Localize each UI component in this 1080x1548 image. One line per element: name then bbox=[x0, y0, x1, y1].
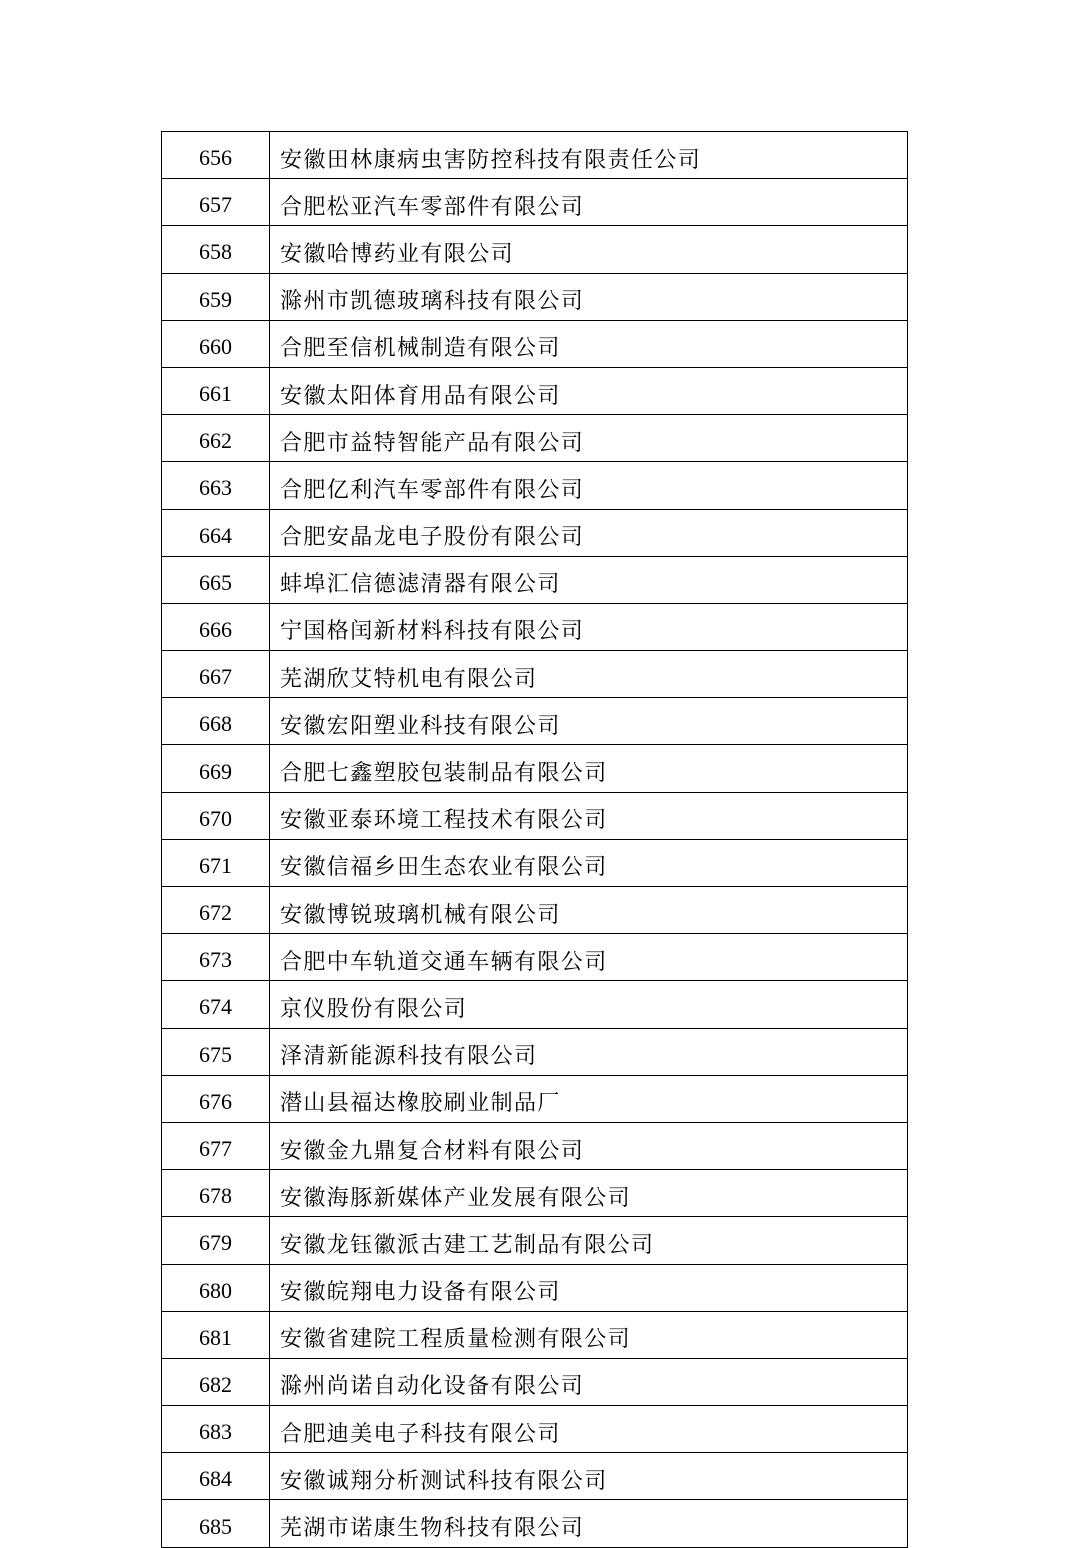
company-name-cell: 安徽皖翔电力设备有限公司 bbox=[270, 1264, 908, 1311]
table-row bbox=[162, 839, 908, 886]
company-name-cell: 合肥迪美电子科技有限公司 bbox=[270, 1406, 908, 1453]
company-name-cell: 安徽诚翔分析测试科技有限公司 bbox=[270, 1453, 908, 1500]
company-name-cell: 安徽信福乡田生态农业有限公司 bbox=[270, 839, 908, 886]
company-name-cell: 合肥中车轨道交通车辆有限公司 bbox=[270, 934, 908, 981]
table-row bbox=[162, 462, 908, 509]
table-row bbox=[162, 226, 908, 273]
company-name-cell: 安徽金九鼎复合材料有限公司 bbox=[270, 1122, 908, 1169]
table-row bbox=[162, 556, 908, 603]
company-name-cell: 安徽博锐玻璃机械有限公司 bbox=[270, 887, 908, 934]
table-row bbox=[162, 415, 908, 462]
table-row bbox=[162, 887, 908, 934]
table-row bbox=[162, 1264, 908, 1311]
company-name-cell: 合肥亿利汽车零部件有限公司 bbox=[270, 462, 908, 509]
row-number-cell: 681 bbox=[162, 1311, 270, 1358]
company-name-cell: 京仪股份有限公司 bbox=[270, 981, 908, 1028]
company-name-cell: 合肥至信机械制造有限公司 bbox=[270, 320, 908, 367]
company-name-cell: 芜湖欣艾特机电有限公司 bbox=[270, 651, 908, 698]
row-number-cell: 674 bbox=[162, 981, 270, 1028]
row-number-cell: 667 bbox=[162, 651, 270, 698]
row-number-cell: 676 bbox=[162, 1075, 270, 1122]
table-row bbox=[162, 1406, 908, 1453]
company-name-cell: 合肥市益特智能产品有限公司 bbox=[270, 415, 908, 462]
company-name-cell: 安徽哈博药业有限公司 bbox=[270, 226, 908, 273]
table-row bbox=[162, 603, 908, 650]
company-name-cell: 蚌埠汇信德滤清器有限公司 bbox=[270, 556, 908, 603]
row-number-cell: 671 bbox=[162, 839, 270, 886]
table-row bbox=[162, 981, 908, 1028]
row-number-cell: 663 bbox=[162, 462, 270, 509]
table-row bbox=[162, 1217, 908, 1264]
row-number-cell: 658 bbox=[162, 226, 270, 273]
table-row bbox=[162, 132, 908, 179]
table-row bbox=[162, 273, 908, 320]
table-row bbox=[162, 792, 908, 839]
row-number-cell: 660 bbox=[162, 320, 270, 367]
company-name-cell: 滁州市凯德玻璃科技有限公司 bbox=[270, 273, 908, 320]
row-number-cell: 685 bbox=[162, 1500, 270, 1547]
company-name-cell: 宁国格闰新材料科技有限公司 bbox=[270, 603, 908, 650]
company-name-cell: 合肥松亚汽车零部件有限公司 bbox=[270, 179, 908, 226]
row-number-cell: 662 bbox=[162, 415, 270, 462]
company-name-cell: 安徽宏阳塑业科技有限公司 bbox=[270, 698, 908, 745]
company-name-cell: 潜山县福达橡胶刷业制品厂 bbox=[270, 1075, 908, 1122]
row-number-cell: 657 bbox=[162, 179, 270, 226]
row-number-cell: 670 bbox=[162, 792, 270, 839]
row-number-cell: 682 bbox=[162, 1358, 270, 1405]
company-list-table bbox=[161, 131, 908, 1548]
table-row bbox=[162, 1122, 908, 1169]
row-number-cell: 672 bbox=[162, 887, 270, 934]
table-row bbox=[162, 1311, 908, 1358]
company-name-cell: 滁州尚诺自动化设备有限公司 bbox=[270, 1358, 908, 1405]
table-row bbox=[162, 1500, 908, 1547]
company-name-cell: 安徽省建院工程质量检测有限公司 bbox=[270, 1311, 908, 1358]
table-row bbox=[162, 1028, 908, 1075]
company-name-cell: 芜湖市诺康生物科技有限公司 bbox=[270, 1500, 908, 1547]
company-name-cell: 安徽龙钰徽派古建工艺制品有限公司 bbox=[270, 1217, 908, 1264]
company-name-cell: 安徽海豚新媒体产业发展有限公司 bbox=[270, 1170, 908, 1217]
row-number-cell: 679 bbox=[162, 1217, 270, 1264]
company-name-cell: 合肥安晶龙电子股份有限公司 bbox=[270, 509, 908, 556]
row-number-cell: 684 bbox=[162, 1453, 270, 1500]
table-row bbox=[162, 1453, 908, 1500]
company-name-cell: 安徽亚泰环境工程技术有限公司 bbox=[270, 792, 908, 839]
table-row bbox=[162, 367, 908, 414]
row-number-cell: 677 bbox=[162, 1122, 270, 1169]
row-number-cell: 673 bbox=[162, 934, 270, 981]
row-number-cell: 656 bbox=[162, 132, 270, 179]
company-name-cell: 合肥七鑫塑胶包装制品有限公司 bbox=[270, 745, 908, 792]
table-row bbox=[162, 1358, 908, 1405]
row-number-cell: 680 bbox=[162, 1264, 270, 1311]
table-row bbox=[162, 698, 908, 745]
row-number-cell: 659 bbox=[162, 273, 270, 320]
row-number-cell: 664 bbox=[162, 509, 270, 556]
row-number-cell: 665 bbox=[162, 556, 270, 603]
company-name-cell: 泽清新能源科技有限公司 bbox=[270, 1028, 908, 1075]
row-number-cell: 678 bbox=[162, 1170, 270, 1217]
table-row bbox=[162, 745, 908, 792]
table-row bbox=[162, 651, 908, 698]
table-row bbox=[162, 509, 908, 556]
row-number-cell: 668 bbox=[162, 698, 270, 745]
row-number-cell: 675 bbox=[162, 1028, 270, 1075]
table-row bbox=[162, 934, 908, 981]
table-row bbox=[162, 179, 908, 226]
row-number-cell: 661 bbox=[162, 367, 270, 414]
table-body bbox=[162, 132, 908, 1548]
table-row bbox=[162, 1075, 908, 1122]
table-row bbox=[162, 320, 908, 367]
row-number-cell: 683 bbox=[162, 1406, 270, 1453]
row-number-cell: 666 bbox=[162, 603, 270, 650]
company-name-cell: 安徽太阳体育用品有限公司 bbox=[270, 367, 908, 414]
company-name-cell: 安徽田林康病虫害防控科技有限责任公司 bbox=[270, 132, 908, 179]
row-number-cell: 669 bbox=[162, 745, 270, 792]
table-row bbox=[162, 1170, 908, 1217]
